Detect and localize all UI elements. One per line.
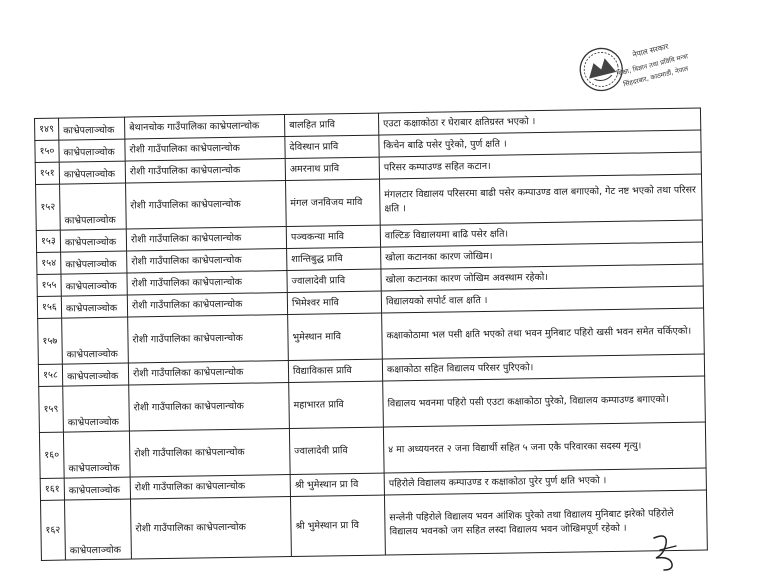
- damage-cell: एउटा कक्षाकोठा र घेराबार क्षतिग्रस्त भएको ।: [378, 108, 700, 135]
- school-damage-table: [34, 108, 708, 561]
- district-cell: काभ्रेपलाञ्चोक: [63, 385, 130, 432]
- government-seal: [578, 36, 688, 118]
- district-cell: काभ्रेपलाञ्चोक: [64, 477, 130, 500]
- municipality-cell: रोशी गाउँपालिका काभ्रेपलान्चोक: [128, 361, 288, 386]
- municipality-cell: रोशी गाउँपालिका काभ्रेपलान्चोक: [128, 315, 289, 364]
- damage-cell: किचेन बाढि पसेर पुरेको, पुर्ण क्षति ।: [379, 130, 701, 157]
- municipality-cell: रोशी गाउँपालिका काभ्रेपलान्चोक: [126, 181, 287, 230]
- school-cell: श्री भुमेस्थान प्रा वि: [290, 495, 385, 556]
- district-cell: काभ्रेपलाञ्चोक: [60, 183, 127, 230]
- school-cell: भिमेश्वर मावि: [287, 291, 381, 314]
- damage-cell: कक्षाकोठा सहित विद्यालय परिसर पुरिएको।: [382, 354, 704, 381]
- school-cell: ज्वालादेवी प्रावि: [287, 269, 381, 292]
- municipality-cell: रोशी गाउँपालिका काभ्रेपलान्चोक: [127, 249, 287, 274]
- municipality-cell: रोशी गाउँपालिका काभ्रेपलान्चोक: [126, 227, 286, 252]
- municipality-cell: रोशी गाउँपालिका काभ्रेपलान्चोक: [127, 271, 287, 296]
- serial-number: १५६: [37, 296, 61, 318]
- municipality-cell: रोशी गाउँपालिका काभ्रेपलान्चोक: [129, 383, 290, 432]
- district-cell: काभ्रेपलाञ्चोक: [60, 229, 126, 252]
- municipality-cell: बेथानचोक गाउँपालिका काभ्रेपलान्चोक: [124, 115, 284, 140]
- district-cell: काभ्रेपलाञ्चोक: [59, 139, 125, 162]
- serial-number: १५४: [37, 252, 61, 274]
- damage-cell: विद्यालयको सपोर्ट वाल क्षति ।: [381, 286, 703, 313]
- signature-icon: [646, 528, 686, 574]
- school-cell: विद्याविकास प्रावि: [288, 359, 382, 382]
- municipality-cell: रोशी गाउँपालिका काभ्रेपलान्चोक: [130, 475, 290, 500]
- municipality-cell: रोशी गाउँपालिका काभ्रेपलान्चोक: [125, 137, 285, 162]
- table-row: [41, 490, 708, 560]
- seal-line-2: शिक्षा, विज्ञान तथा प्रविधि मन्त्रालय: [615, 50, 688, 78]
- district-cell: काभ्रेपलाञ्चोक: [62, 363, 128, 386]
- handwritten-signature: [646, 528, 686, 574]
- damage-cell: ४ मा अध्ययनरत २ जना विद्यार्थी सहित ५ जना एकै परिवारका सदस्य मृत्यु।: [383, 422, 706, 473]
- damage-cell: खोला कटानका कारण जोखिम अवस्थाम रहेको।: [381, 264, 703, 291]
- district-cell: काभ्रेपलाञ्चोक: [61, 273, 127, 296]
- serial-number: १५७: [38, 318, 63, 364]
- serial-number: १५२: [36, 184, 61, 230]
- damage-cell: परिसर कम्पाउण्ड सहित कटान।: [379, 152, 701, 179]
- district-cell: काभ्रेपलाञ्चोक: [65, 499, 132, 560]
- damage-cell: वाल्टिङ विद्यालयमा बाढि पसेर क्षति।: [380, 220, 702, 247]
- serial-number: १६१: [40, 478, 64, 500]
- school-cell: भुमेस्थान मावि: [288, 313, 383, 360]
- district-cell: काभ्रेपलाञ्चोक: [59, 161, 125, 184]
- serial-number: १५८: [38, 364, 62, 386]
- school-cell: अमरनाथ प्रावि: [285, 157, 379, 180]
- school-cell: श्री भुमेस्थान प्रा वि: [290, 473, 384, 496]
- damage-cell: मंगलटार विद्यालय परिसरमा बाढी पसेर कम्पाउण्ड वाल बगाएको, गेट नष्ट भएको तथा परिसर क्षति ।: [380, 174, 703, 225]
- serial-number: १६०: [39, 432, 64, 478]
- district-cell: काभ्रेपलाञ्चोक: [61, 251, 127, 274]
- district-cell: काभ्रेपलाञ्चोक: [62, 317, 129, 364]
- school-cell: मंगल जनविजय मावि: [286, 179, 381, 226]
- serial-number: १५९: [39, 386, 64, 432]
- serial-number: १६२: [41, 500, 66, 560]
- serial-number: १५५: [37, 274, 61, 296]
- district-cell: काभ्रेपलाञ्चोक: [63, 431, 130, 478]
- damage-cell: खोला कटानका कारण जोखिम।: [381, 242, 703, 269]
- school-cell: बालहित प्रावि: [284, 113, 378, 136]
- municipality-cell: रोशी गाउँपालिका काभ्रेपलान्चोक: [127, 293, 287, 318]
- district-cell: काभ्रेपलाञ्चोक: [59, 117, 125, 140]
- serial-number: १५३: [36, 230, 60, 252]
- municipality-cell: रोशी गाउँपालिका काभ्रेपलान्चोक: [130, 497, 291, 560]
- damage-cell: विद्यालय भवनमा पहिरो पसी एउटा कक्षाकोठा पुरेको, विद्यालय कम्पाउण्ड बगाएको।: [383, 376, 706, 427]
- serial-number: १५०: [35, 140, 59, 162]
- damage-cell: कक्षाकोठामा भल पसी क्षति भएको तथा भवन मुनिबाट पहिरो खसी भवन समेत चर्किएको।: [382, 308, 705, 359]
- school-cell: देविस्थान प्रावि: [285, 135, 379, 158]
- damage-cell: पहिरोले विद्यालय कम्पाउण्ड र कक्षाकोठा पुरेर पुर्ण क्षति भएको ।: [384, 468, 706, 495]
- district-cell: काभ्रेपलाञ्चोक: [61, 295, 127, 318]
- school-cell: शान्तिबुद्ध प्रावि: [287, 247, 381, 270]
- serial-number: १४९: [35, 118, 59, 140]
- municipality-cell: रोशी गाउँपालिका काभ्रेपलान्चोक: [129, 429, 290, 478]
- seal-emblem-icon: [578, 36, 688, 118]
- municipality-cell: रोशी गाउँपालिका काभ्रेपलान्चोक: [125, 159, 285, 184]
- serial-number: १५१: [35, 162, 59, 184]
- school-cell: महाभारत प्रावि: [289, 381, 384, 428]
- seal-line-1: नेपाल सरकार: [631, 41, 670, 60]
- school-cell: पञ्चकन्या मावि: [286, 225, 380, 248]
- school-cell: ज्वालादेवी प्रावि: [289, 427, 384, 474]
- damage-cell: सन्लेनी पहिरोले विद्यालय भवन आंशिक पुरेको तथा विद्यालय मुनिबाट झरेको पहिरोले विद्यालय भवनको जग सहित लस्दा विद्यालय भवन जोखिमपूर्ण रहेको ।: [384, 490, 707, 555]
- seal-line-3: सिंहदरबार, काठमाडौं, नेपाल: [622, 64, 688, 89]
